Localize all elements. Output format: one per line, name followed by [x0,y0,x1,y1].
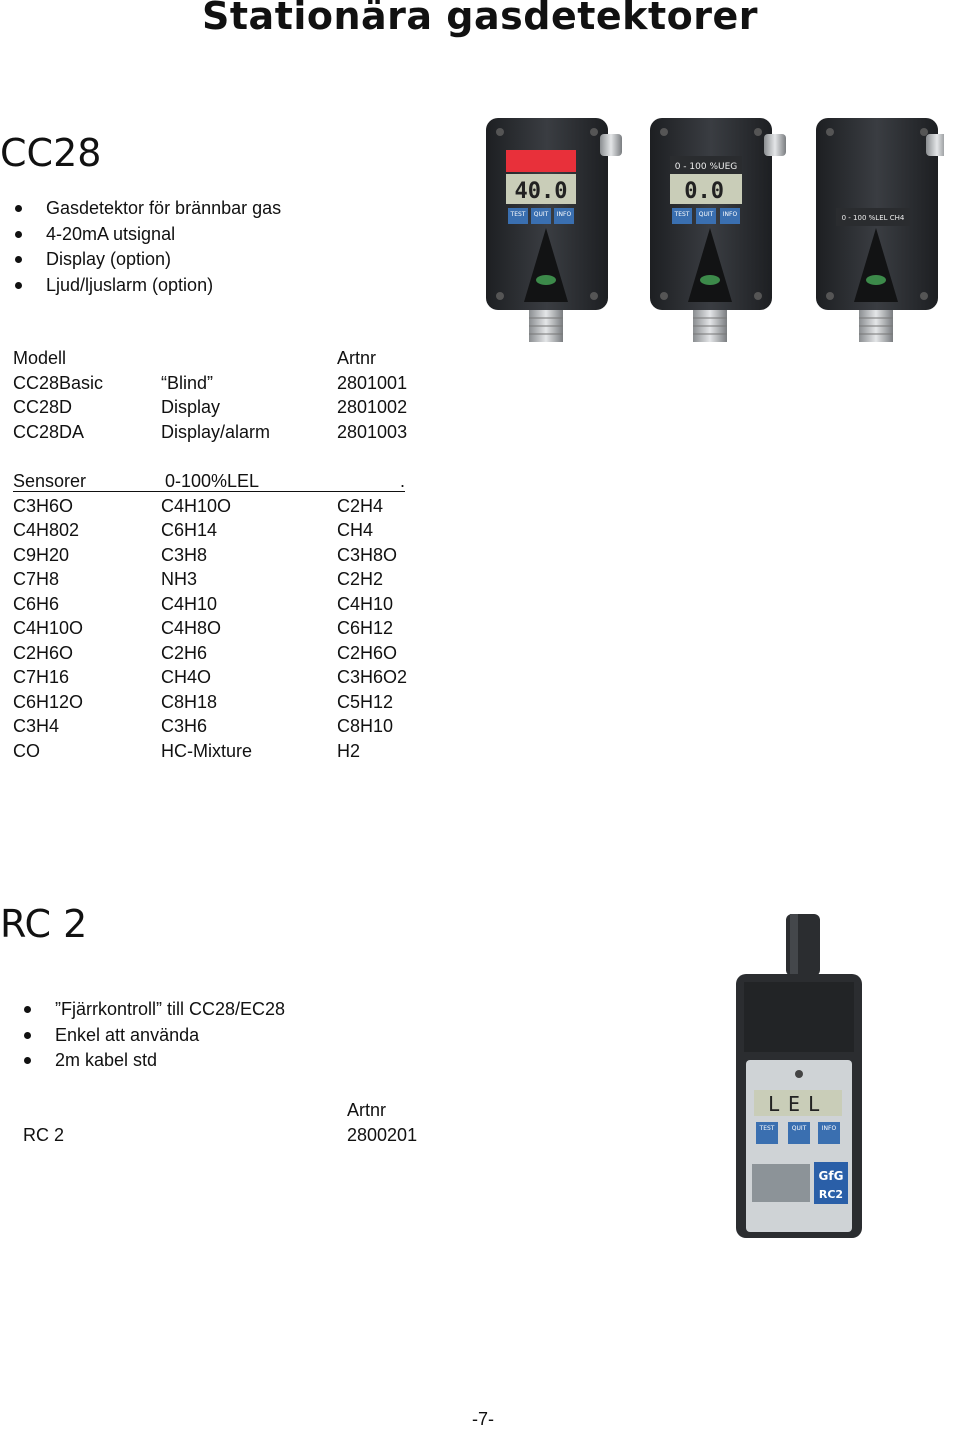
sensor-header-range: 0-100%LEL [165,471,260,491]
sensor-gas-cell: C8H10 [337,716,394,736]
sensor-gas-cell: C3H6O [13,495,74,516]
artnr-cell: 2801003 [337,421,408,442]
sensor-header-row [13,469,405,492]
table-row [13,592,433,617]
table-row [13,641,433,666]
sensor-gas-cell: C6H14 [161,520,218,540]
button-label: INFO [556,211,572,218]
button-label: TEST [510,211,526,218]
artnr-cell: 2801002 [337,397,408,417]
sensor-gas-cell: C7H8 [13,569,60,589]
button-label: INFO [722,211,738,218]
cc28-device-images [484,110,944,350]
sensor-gas-cell: NH3 [161,569,198,589]
sensor-gas-cell: C2H6 [161,642,208,663]
sensor-gas-cell: C8H18 [161,691,218,712]
table-row [13,714,433,739]
cc28-feature-list [0,196,281,298]
type-cell: Display [161,397,221,417]
brand-text: GfG [818,1169,844,1183]
sensor-gas-cell: C3H6 [161,716,208,736]
button-label: QUIT [698,211,714,218]
feature-item: ”Fjärrkontroll” till CC28/EC28 [0,997,285,1023]
sensor-header-dot: . [399,471,405,491]
model-cell: CC28D [13,397,73,417]
artnr-header: Artnr [337,348,377,368]
sensor-gas-cell: C6H12O [13,691,84,712]
table-row [23,1123,443,1148]
sensor-table [13,469,433,769]
rc2-header-row [23,1098,443,1123]
model-cell: CC28Basic [13,372,104,393]
sensor-gas-cell: C4H10 [337,593,394,614]
page-number: -7- [472,1409,494,1429]
rc2-feature-list [0,997,285,1074]
table-row [13,616,433,641]
feature-item: Display (option) [0,247,281,273]
sensor-header-label: Sensorer [13,471,87,491]
sensor-gas-cell: C2H6O [13,642,74,663]
sensor-gas-cell: H2 [337,740,361,761]
button-label: TEST [759,1125,775,1132]
table-row [13,543,433,568]
table-row [13,395,433,420]
range-label: 0 - 100 %LEL CH4 [841,214,905,222]
table-row [13,371,433,396]
sensor-gas-cell: C2H4 [337,495,384,516]
table-row [13,665,433,690]
artnr-cell: 2801001 [337,372,408,393]
table-row [13,690,433,715]
model-header: Modell [13,348,67,368]
table-row [13,567,433,592]
table-row [13,494,433,519]
sensor-gas-cell: C4H802 [13,520,80,540]
sensor-gas-cell: HC-Mixture [161,740,253,761]
sensor-gas-cell: C2H6O [337,642,398,663]
model-cell: CC28DA [13,421,85,442]
sensor-gas-cell: C6H12 [337,618,394,638]
rc2-table [23,1098,443,1148]
sensor-gas-cell: C4H8O [161,618,222,638]
model-cell: RC 2 [23,1124,65,1145]
button-label: TEST [674,211,690,218]
lcd-reading: 40.0 [514,179,568,204]
button-label: QUIT [533,211,549,218]
feature-item: Enkel att använda [0,1023,285,1049]
feature-item: Ljud/ljuslarm (option) [0,273,281,299]
sensor-gas-cell: C6H6 [13,593,60,614]
table-row [13,739,433,764]
model-text: RC2 [818,1188,844,1201]
sensor-gas-cell: CH4O [161,667,212,687]
artnr-header: Artnr [347,1100,387,1120]
rc2-heading: RC 2 [0,902,88,946]
table-row [13,518,433,543]
sensor-gas-cell: C4H10 [161,593,218,614]
type-cell: Display/alarm [161,421,271,442]
model-header-row [13,346,433,371]
artnr-cell: 2800201 [347,1124,418,1145]
detector-device [486,118,622,342]
feature-item: 4-20mA utsignal [0,222,281,248]
lcd-reading: 0.0 [684,179,724,204]
rc2-device-image [728,910,868,1240]
feature-item: 2m kabel std [0,1048,285,1074]
sensor-gas-cell: C2H2 [337,569,384,589]
sensor-gas-cell: C3H8 [161,544,208,565]
sensor-gas-cell: C5H12 [337,691,394,712]
sensor-gas-cell: CO [13,740,40,761]
sensor-gas-cell: C4H10O [161,495,232,516]
sensor-gas-cell: C4H10O [13,618,84,638]
cc28-heading: CC28 [0,131,102,175]
button-label: QUIT [791,1125,807,1132]
sensor-gas-cell: C3H6O2 [337,667,408,687]
alarm-bar [506,150,576,172]
lcd-reading: LEL [767,1092,829,1116]
sensor-gas-cell: C7H16 [13,667,70,687]
sensor-gas-cell: C3H8O [337,544,398,565]
sensor-gas-cell: C3H4 [13,716,60,736]
page-title: Stationära gasdetektorer [202,0,758,38]
table-row [13,420,433,445]
detector-device [650,118,786,342]
sensor-gas-cell: CH4 [337,520,374,540]
range-label: 0 - 100 %UEG [674,162,738,172]
type-cell: “Blind” [161,372,214,393]
button-label: INFO [821,1125,837,1132]
feature-item: Gasdetektor för brännbar gas [0,196,281,222]
cc28-model-table [13,346,433,446]
detector-device [816,118,944,342]
sensor-gas-cell: C9H20 [13,544,70,565]
